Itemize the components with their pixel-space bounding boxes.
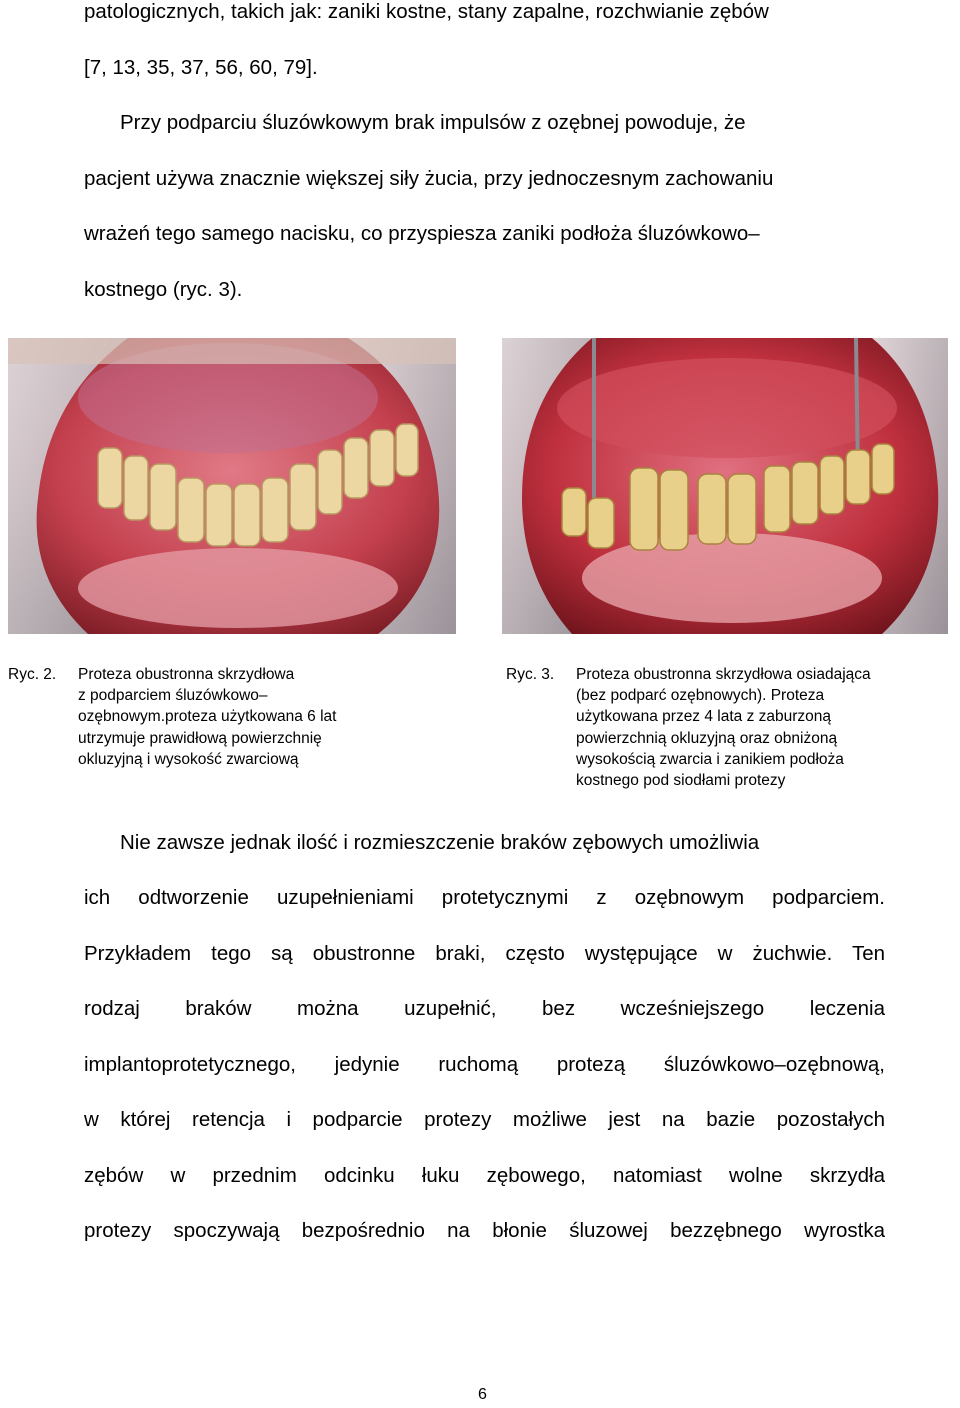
figure-2-caption-line: powierzchnią okluzyjną oraz obniżoną — [576, 729, 838, 747]
intro-line-2: [7, 13, 35, 37, 56, 60, 79]. — [84, 56, 318, 79]
figure-2-label: Ryc. 3. — [506, 666, 555, 683]
figure-1-caption-line: ozębnowym.proteza użytkowana 6 lat — [78, 708, 337, 726]
paragraph1-line-1: Przy podparciu śluzówkowym brak impulsów z ozębnej powoduje, że — [120, 111, 746, 134]
figure-1-caption-line: okluzyjną i wysokość zwarciową — [78, 750, 299, 768]
figure-1-caption-line: utrzymuje prawidłową powierzchnię — [78, 729, 322, 747]
paragraph1-line-2: pacjent używa znacznie większej siły żucia, przy jednoczesnym zachowaniu — [84, 167, 774, 190]
figure-1-caption-line: z podparciem śluzówkowo– — [78, 687, 268, 705]
figure-2-caption-line: Proteza obustronna skrzydłowa osiadająca — [576, 666, 871, 683]
figure-2-photo — [502, 338, 948, 634]
figure-1-caption-line: Proteza obustronna skrzydłowa — [78, 666, 295, 683]
figure-2-caption-line: kostnego pod siodłami protezy — [576, 772, 786, 790]
figure-2-caption-line: (bez podparć ozębnowych). Proteza — [576, 687, 825, 705]
paragraph2-line-2: ich odtworzenie uzupełnieniami protetycznymi z ozębnowym podparciem. — [84, 886, 885, 909]
paragraph1-line-3: wrażeń tego samego nacisku, co przyspiesza zaniki podłoża śluzówkowo– — [84, 222, 760, 245]
intro-line-1: patologicznych, takich jak: zaniki kostne, stany zapalne, rozchwianie zębów — [84, 0, 769, 23]
paragraph2-line-8: protezy spoczywają bezpośrednio na błonie śluzowej bezzębnego wyrostka — [84, 1219, 885, 1242]
paragraph2-line-7: zębów w przednim odcinku łuku zębowego, natomiast wolne skrzydła — [84, 1164, 885, 1187]
figure-1-photo — [8, 338, 456, 634]
paragraph2-line-4: rodzaj braków można uzupełnić, bez wcześniejszego leczenia — [84, 997, 885, 1020]
paragraph2-line-3: Przykładem tego są obustronne braki, często występujące w żuchwie. Ten — [84, 942, 885, 965]
figure-2-caption-line: użytkowana przez 4 lata z zaburzoną — [576, 708, 832, 726]
paragraph2-line-5: implantoprotetycznego, jedynie ruchomą protezą śluzówkowo–ozębnową, — [84, 1053, 885, 1076]
figure-2-caption — [576, 664, 871, 791]
figure-2-caption-line: wysokością zwarcia i zanikiem podłoża — [576, 750, 844, 768]
figure-1-label: Ryc. 2. — [8, 666, 57, 683]
paragraph1-line-4: kostnego (ryc. 3). — [84, 278, 243, 301]
page-number: 6 — [478, 1386, 487, 1403]
paragraph2-line-1: Nie zawsze jednak ilość i rozmieszczenie braków zębowych umożliwia — [120, 831, 760, 854]
paragraph2-line-6: w której retencja i podparcie protezy możliwe jest na bazie pozostałych — [84, 1108, 885, 1131]
figure-1-caption — [78, 664, 336, 770]
